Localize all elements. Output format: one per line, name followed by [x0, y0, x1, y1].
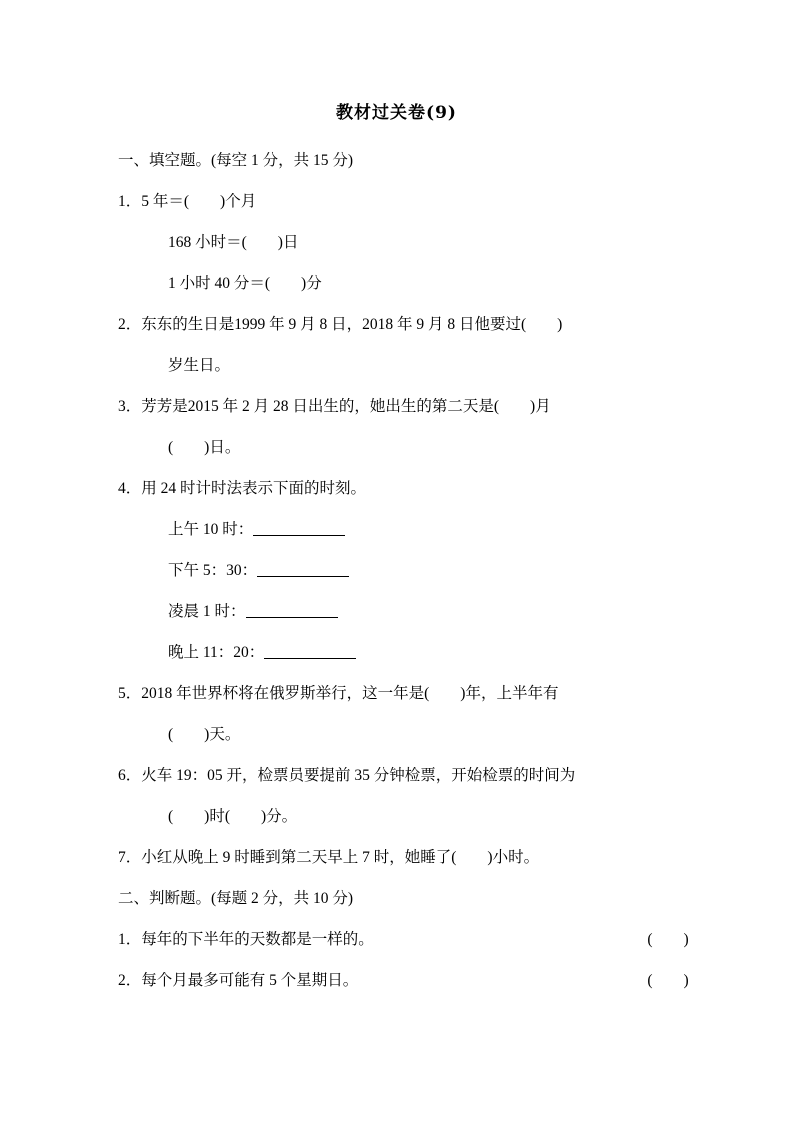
question-7-line-1: 7．小红从晚上 9 时睡到第二天早上 7 时，她睡了( )小时。 — [118, 849, 540, 866]
question-1-line-3: 1 小时 40 分＝( )分 — [168, 275, 322, 292]
answer-blank-afternoon[interactable] — [257, 562, 349, 577]
true-false-question-2-text: 2．每个月最多可能有 5 个星期日。 — [118, 972, 359, 989]
section-heading-fill-blank: 一、填空题。(每空 1 分，共 15 分) — [118, 152, 354, 169]
true-false-question-1 — [118, 919, 698, 960]
question-6-line-2: ( )时( )分。 — [168, 808, 298, 825]
question-1-line-2: 168 小时＝( )日 — [168, 234, 299, 251]
question-4-line-1: 4．用 24 时计时法表示下面的时刻。 — [118, 480, 367, 497]
question-4-item-morning-label: 上午 10 时： — [168, 521, 254, 538]
question-4-item-night-label: 晚上 11：20： — [168, 644, 265, 661]
page-content — [118, 140, 698, 1001]
true-false-question-2 — [118, 960, 698, 1001]
question-2-line-2: 岁生日。 — [168, 357, 231, 374]
page-title: 教材过关卷(9) — [336, 103, 457, 123]
question-6-line-1: 6．火车 19：05 开，检票员要提前 35 分钟检票，开始检票的时间为 — [118, 767, 576, 784]
question-4-item-afternoon-label: 下午 5：30： — [168, 562, 258, 579]
question-5-line-2: ( )天。 — [168, 726, 241, 743]
answer-blank-night[interactable] — [264, 644, 356, 659]
section-heading-true-false: 二、判断题。(每题 2 分，共 10 分) — [118, 890, 354, 907]
question-4-item-dawn — [118, 591, 698, 632]
question-4-item-afternoon — [118, 550, 698, 591]
question-1-line-1: 1．5 年＝( )个月 — [118, 193, 257, 210]
question-2-line-1: 2．东东的生日是1999 年 9 月 8 日，2018 年 9 月 8 日他要过( ) — [118, 316, 563, 333]
true-false-answer-2[interactable]: ( ) — [647, 972, 689, 989]
question-4-item-morning — [118, 509, 698, 550]
answer-blank-morning[interactable] — [253, 521, 345, 536]
true-false-question-1-text: 1．每年的下半年的天数都是一样的。 — [118, 931, 374, 948]
question-3-line-2: ( )日。 — [168, 439, 241, 456]
question-4-item-dawn-label: 凌晨 1 时： — [168, 603, 246, 620]
question-5-line-1: 5．2018 年世界杯将在俄罗斯举行，这一年是( )年，上半年有 — [118, 685, 559, 702]
question-4-item-night — [118, 632, 698, 673]
true-false-answer-1[interactable]: ( ) — [647, 931, 689, 948]
answer-blank-dawn[interactable] — [246, 603, 338, 618]
question-3-line-1: 3．芳芳是2015 年 2 月 28 日出生的，她出生的第二天是( )月 — [118, 398, 551, 415]
